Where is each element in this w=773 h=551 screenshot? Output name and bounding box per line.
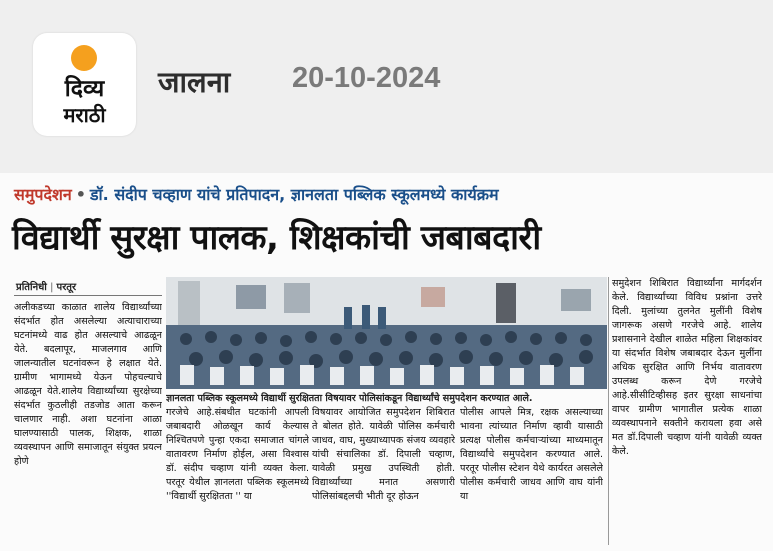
byline-divider	[14, 295, 162, 296]
divya-marathi-logo	[33, 33, 136, 136]
edition-city: जालना	[158, 65, 231, 99]
byline-label: प्रतिनिधी	[16, 282, 47, 293]
article-column-4: पोलीस आपले मित्र, रक्षक असल्याच्या भावना त्यांच्यात निर्माण व्हावी यासाठी प्रत्यक्ष पोलीस कर्मचाऱ्यांच्या माध्यमातून विद्यार्थ्यांचे समुपदेशन करण्यात आले. परतूर पोलीस स्टेशन येथे कार्यरत असलेले पोलीस कर्मचारी जाधव आणि वाघ यांनी या	[460, 407, 603, 502]
byline-separator: |	[49, 282, 54, 293]
column-divider	[608, 277, 609, 545]
photo-caption: ज्ञानलता पब्लिक स्कूलमध्ये विद्यार्थी सुरक्षितता विषयावर पोलिसांकडून विद्यार्थ्यांचे समुपदेशन करण्यात आले.	[166, 393, 533, 404]
edition-date: 20-10-2024	[292, 62, 441, 94]
article-column-2: गरजेचे आहे.संबधीत घटकांनी आपली जबाबदारी ओळखून कार्य केल्यास निश्चितपणे पुन्हा एकदा समाजात चांगले वातावरण निर्माण होईल, असा विश्वास डॉ. संदीप चव्हाण यांनी व्यक्त केला. परतूर येथील ज्ञानलता पब्लिक स्कूलमध्ये ''विद्यार्थी सुरक्षितता '' या	[166, 407, 309, 502]
article-column-1: अलीकडच्या काळात शालेय विद्यार्थ्यांच्या संदर्भात होत असलेल्या अत्याचाराच्या घटनांमध्ये वाढ होत असल्याचे आढळून येते. बदलापूर, माजलगाव आणि जालन्यातील घटनांवरून हे लक्षात येते. ग्रामीण भागामध्ये येऊन पोहचल्याचे आढळून येते.शालेय विद्यार्थ्यांच्या सुरक्षेच्या संदर्भात कुठलीही तडजोड आता करून चालणार नाही. अशा घटनांना आळा घालण्यासाठी पालक, शिक्षक, शाळा व्यवस्थापन आणि समाजातून संयुक्त प्रयत्न होणे	[14, 302, 162, 467]
kicker	[14, 183, 499, 205]
byline-place: परतूर	[56, 282, 77, 293]
students-assembly-illustration	[166, 277, 607, 389]
logo-text-line1: दिव्य	[64, 76, 105, 102]
byline	[16, 279, 76, 293]
kicker-bullet: •	[75, 185, 86, 204]
kicker-text: डॉ. संदीप चव्हाण यांचे प्रतिपादन, ज्ञानलता पब्लिक स्कूलमध्ये कार्यक्रम	[89, 185, 499, 204]
article-column-5: समुदेशन शिबिरात विद्यार्थ्यांना मार्गदर्शन केले. विद्यार्थ्यांच्या विविध प्रश्नांना उत्तरे दिली. मुलांच्या तुलनेत मुलींनी विशेष जागरूक असणे गरजेचे आहे. शालेय प्रशासनाने देखील शाळेत महिला शिक्षकांवर या संदर्भात विशेष जबाबदार देऊन मुलींना अधिक सुरक्षित आणि निर्भय वातावरण उपलब्ध करून देणे गरजेचे आहे.सीसीटिव्हीसह इतर सुरक्षा साधनांचा वापर ग्रामीण भागातील प्रत्येक शाळा व्यवस्थापनाने सक्तीने करायला हवा असे मत डॉ.दिपाली चव्हाण यांनी यावेळी व्यक्त केले.	[612, 278, 762, 457]
logo-text-line2: मराठी	[63, 103, 106, 127]
newspaper-clipping	[0, 173, 773, 551]
sun-icon	[71, 45, 97, 71]
article-column-3: विषयावर आयोजित समुपदेशन शिबिरात ते बोलत होते. यावेळी पोलिस कर्मचारी जाधव, वाघ, मुख्याध्यापक संजय व्यवहारे यांची संचालिका डॉ. दिपाली चव्हाण, यावेळी प्रमुख उपस्थिती होती. विद्यार्थ्यांच्या मनात असणारी पोलिसांबद्दलची भीती दूर होऊन	[312, 407, 455, 502]
headline: विद्यार्थी सुरक्षा पालक, शिक्षकांची जबाबदारी	[12, 218, 541, 258]
article-photo	[166, 277, 607, 389]
kicker-tag: समुपदेशन	[14, 185, 72, 204]
